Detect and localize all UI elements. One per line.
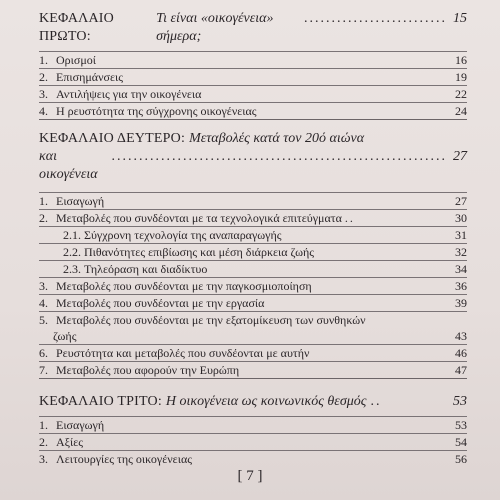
entry-page: 31 [455, 228, 467, 242]
entry-number: 3. [39, 279, 48, 293]
toc-entry [39, 294, 467, 311]
entry-number: 2. [39, 211, 48, 225]
chapter-title: Τι είναι «οικογένεια» σήμερα; [156, 11, 274, 44]
toc-entry [39, 361, 467, 378]
table-of-contents [39, 10, 467, 467]
entry-page: 32 [455, 245, 467, 259]
entry-page: 24 [455, 104, 467, 118]
entry-text-continued: ζωής [53, 329, 77, 343]
chapter-heading [39, 130, 467, 192]
toc-entry [39, 416, 467, 433]
entry-text: Τηλεόραση και διαδίκτυο [84, 262, 208, 276]
entry-page: 46 [455, 346, 467, 360]
entry-number: 2.3. [63, 262, 81, 276]
entry-number: 1. [39, 418, 48, 432]
entry-text: Εισαγωγή [56, 194, 105, 208]
entry-page: 27 [455, 194, 467, 208]
entry-page: 43 [455, 329, 467, 343]
chapter-three [39, 393, 467, 467]
leader-dots: .......................... [304, 11, 447, 26]
chapter-heading-line1 [39, 130, 467, 148]
chapter-two [39, 130, 467, 379]
entry-number: 7. [39, 363, 48, 377]
chapter-label: ΚΕΦΑΛΑΙΟ ΔΕΥΤΕΡΟ: [39, 131, 186, 146]
chapter-heading-line2 [39, 148, 467, 184]
entry-page: 53 [455, 418, 467, 432]
toc-entry [39, 433, 467, 450]
page-number: [ 7 ] [237, 468, 263, 484]
entry-page: 22 [455, 87, 467, 101]
entry-text: Πιθανότητες επιβίωσης και μέση διάρκεια ζωής [84, 245, 315, 259]
entry-number: 5. [39, 313, 48, 327]
toc-subentry [39, 260, 467, 277]
chapter-one [39, 10, 467, 120]
toc-entry [39, 344, 467, 361]
entry-page: 54 [455, 435, 467, 449]
chapter-items [39, 416, 467, 467]
entry-text: Η ρευστότητα της σύγχρονης οικογένειας [56, 104, 257, 118]
toc-entry [39, 85, 467, 102]
entry-text: Μεταβολές που συνδέονται με την εργασία [56, 296, 265, 310]
chapter-page: 53 [453, 394, 467, 409]
entry-number: 6. [39, 346, 48, 360]
entry-text: Μεταβολές που συνδέονται με τα τεχνολογικά επιτεύγματα [56, 211, 342, 225]
entry-number: 2. [39, 70, 48, 84]
entry-page: 39 [455, 296, 467, 310]
chapter-title: Μεταβολές κατά τον 20ό αιώνα [189, 131, 365, 146]
entry-text: Μεταβολές που αφορούν την Ευρώπη [56, 363, 240, 377]
chapter-label: ΚΕΦΑΛΑΙΟ ΠΡΩΤΟ: [39, 11, 114, 44]
chapter-items [39, 51, 467, 119]
toc-entry [39, 277, 467, 294]
toc-subentry [39, 226, 467, 243]
entry-page: 36 [455, 279, 467, 293]
toc-entry [39, 192, 467, 209]
entry-text: Ορισμοί [56, 53, 97, 67]
entry-page: 19 [455, 70, 467, 84]
entry-number: 1. [39, 53, 48, 67]
entry-text: Σύγχρονη τεχνολογία της αναπαραγωγής [84, 228, 282, 242]
chapter-label: ΚΕΦΑΛΑΙΟ ΤΡΙΤΟ: [39, 394, 162, 409]
entry-number: 3. [39, 452, 48, 466]
entry-number: 3. [39, 87, 48, 101]
entry-number: 2.1. [63, 228, 81, 242]
entry-page: 30 [455, 211, 467, 225]
chapter-heading [39, 10, 467, 51]
toc-entry [39, 450, 467, 467]
chapter-page: 27 [453, 149, 467, 164]
toc-entry [39, 68, 467, 85]
entry-text: Λειτουργίες της οικογένειας [56, 452, 192, 466]
entry-text: Αντιλήψεις για την οικογένεια [56, 87, 202, 101]
entry-number: 4. [39, 104, 48, 118]
chapter-page: 15 [453, 11, 467, 26]
leader-dots: .. [344, 211, 355, 225]
leader-dots: .. [370, 394, 382, 409]
entry-text: Μεταβολές που συνδέονται με την εξατομίκευση των συνθηκών [56, 313, 366, 327]
toc-entry [39, 311, 467, 344]
toc-entry [39, 209, 467, 226]
entry-number: 1. [39, 194, 48, 208]
entry-text: Αξίες [56, 435, 84, 449]
entry-line1 [39, 312, 467, 328]
entry-line2 [39, 328, 467, 344]
toc-entry [39, 102, 467, 119]
chapter-items [39, 192, 467, 378]
entry-page: 16 [455, 53, 467, 67]
chapter-title: Η οικογένεια ως κοινωνικός θεσμός [165, 394, 367, 409]
entry-text: Ρευστότητα και μεταβολές που συνδέονται με αυτήν [56, 346, 310, 360]
leader-dots: ............................................................. [111, 149, 447, 164]
chapter-heading [39, 393, 467, 416]
entry-text: Εισαγωγή [56, 418, 105, 432]
entry-page: 56 [455, 452, 467, 466]
entry-number: 2. [39, 435, 48, 449]
entry-text: Μεταβολές που συνδέονται με την παγκοσμιοποίηση [56, 279, 312, 293]
entry-number: 4. [39, 296, 48, 310]
entry-number: 2.2. [63, 245, 81, 259]
entry-text: Επισημάνσεις [56, 70, 123, 84]
chapter-title-continued: και οικογένεια [39, 149, 98, 182]
entry-page: 34 [455, 262, 467, 276]
toc-subentry [39, 243, 467, 260]
entry-page: 47 [455, 363, 467, 377]
toc-entry [39, 51, 467, 68]
